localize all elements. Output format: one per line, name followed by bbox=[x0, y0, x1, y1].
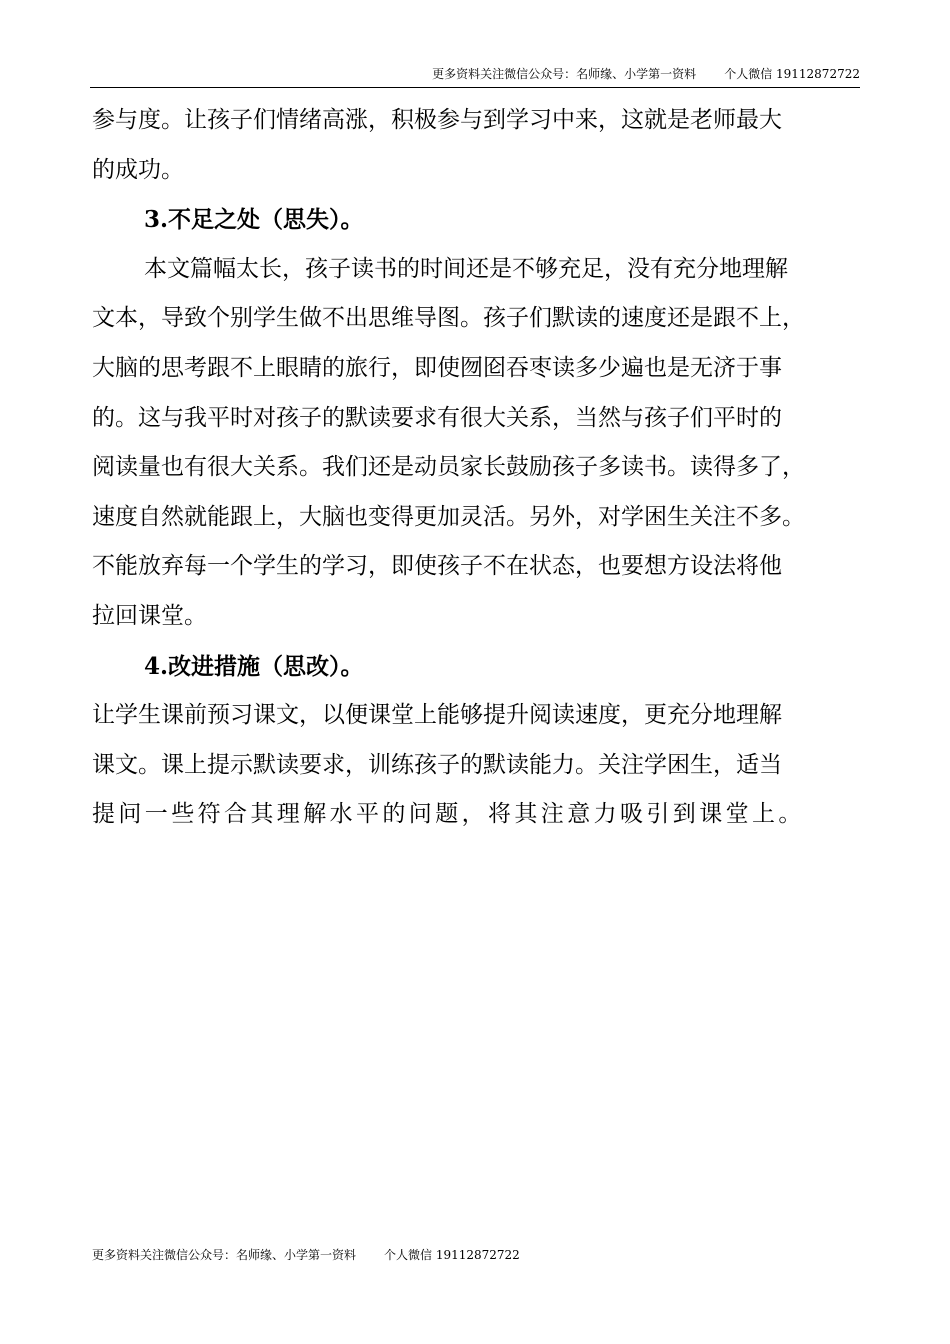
header-contact-text: 个人微信 19112872722 bbox=[724, 67, 860, 81]
body-line: 课文。课上提示默读要求，训练孩子的默读能力。关注学困生，适当 bbox=[92, 751, 782, 778]
footer-contact-text: 个人微信 19112872722 bbox=[384, 1248, 520, 1262]
body-line: 大脑的思考跟不上眼睛的旅行，即使囫囵吞枣读多少遍也是无济于事 bbox=[92, 354, 782, 381]
footer-source-text: 更多资料关注微信公众号：名师缘、小学第一资料 bbox=[92, 1248, 357, 1262]
document-body bbox=[92, 96, 864, 840]
body-line: 速度自然就能跟上，大脑也变得更加灵活。另外，对学困生关注不多。 bbox=[92, 503, 805, 530]
body-line: 阅读量也有很大关系。我们还是动员家长鼓励孩子多读书。读得多了， bbox=[92, 454, 805, 481]
body-line: 文本，导致个别学生做不出思维导图。孩子们默读的速度还是跟不上， bbox=[92, 305, 805, 332]
section-heading-improvements: 4.改进措施（思改）。 bbox=[144, 652, 364, 680]
body-line: 本文篇幅太长，孩子读书的时间还是不够充足，没有充分地理解 bbox=[144, 255, 788, 282]
body-line: 的成功。 bbox=[92, 156, 184, 183]
page-footer bbox=[92, 1245, 520, 1265]
body-line: 提问一些符合其理解水平的问题，将其注意力吸引到课堂上。 bbox=[92, 801, 805, 828]
body-line: 的。这与我平时对孩子的默读要求有很大关系，当然与孩子们平时的 bbox=[92, 404, 782, 431]
body-line: 参与度。让孩子们情绪高涨，积极参与到学习中来，这就是老师最大 bbox=[92, 107, 782, 133]
page-header bbox=[90, 64, 860, 88]
header-source-text: 更多资料关注微信公众号：名师缘、小学第一资料 bbox=[432, 67, 697, 81]
section-heading-shortcomings: 3.不足之处（思失）。 bbox=[144, 206, 364, 234]
body-line: 拉回课堂。 bbox=[92, 602, 207, 629]
body-line: 让学生课前预习课文，以便课堂上能够提升阅读速度，更充分地理解 bbox=[92, 702, 782, 729]
body-line: 不能放弃每一个学生的学习，即使孩子不在状态，也要想方设法将他 bbox=[92, 553, 782, 580]
